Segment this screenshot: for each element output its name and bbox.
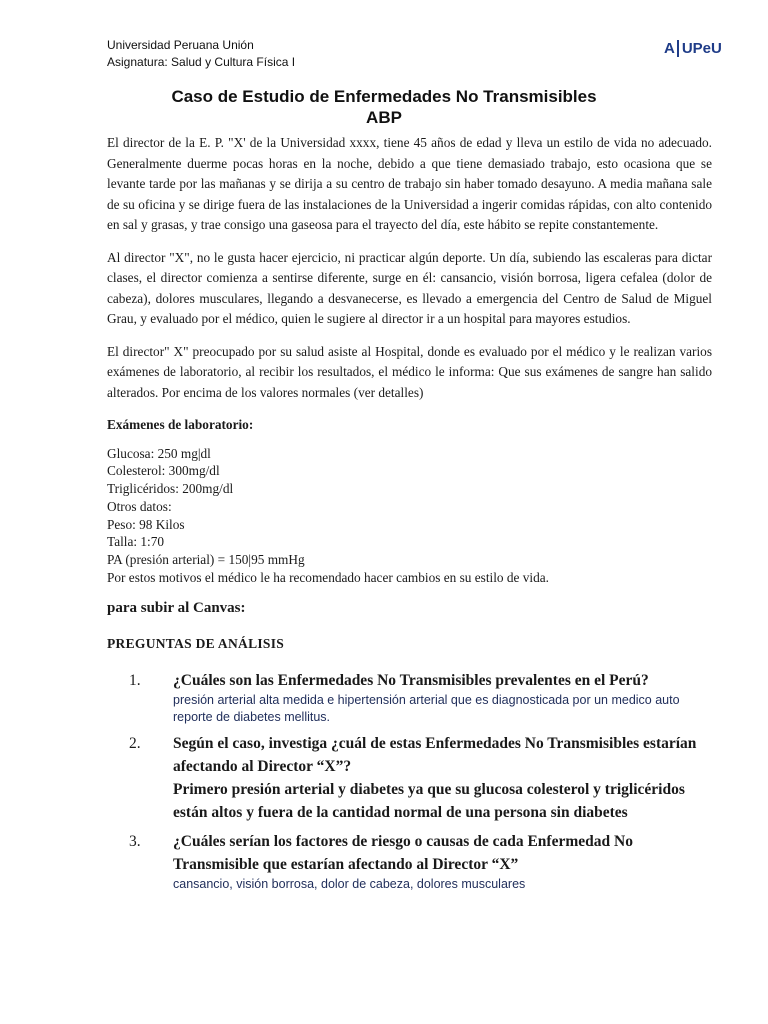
question-number: 1. (129, 671, 141, 689)
question-item (107, 669, 712, 726)
case-paragraph-2: Al director "X", no le gusta hacer ejercicio, ni practicar algún deporte. Un día, subiendo las escaleras para dictar clases, el director comienza a sentirse diferente, surge en él: cansancio, visión borrosa, ligera cefalea (dolor de cabeza), dolores musculares, llegando a desvanecerse, es llevado a emergencia del Centro de Salud de Miguel Grau, y evaluado por el médico, quien le sugiere al director ir a un hospital para mayores estudios. (107, 249, 712, 326)
questions-title: PREGUNTAS DE ANÁLISIS (107, 636, 285, 652)
lab-line: Colesterol: 300mg/dl (107, 463, 220, 479)
lab-line: Otros datos: (107, 498, 172, 514)
question-number: 2. (129, 734, 141, 752)
lab-title: Exámenes de laboratorio: (107, 417, 254, 432)
question-text: Según el caso, investiga ¿cuál de estas Enfermedades No Transmisibles estarían afectando al Director “X”? (173, 734, 697, 775)
lab-line: Peso: 98 Kilos (107, 516, 185, 532)
lab-line: Por estos motivos el médico le ha recomendado hacer cambios en su estilo de vida. (107, 570, 549, 586)
question-body (173, 669, 712, 726)
answer-text: presión arterial alta medida e hipertensión arterial que es diagnosticada por un medico auto reporte de diabetes mellitus. (173, 692, 680, 724)
lab-line: PA (presión arterial) = 150|95 mmHg (107, 552, 305, 568)
answer-text: cansancio, visión borrosa, dolor de cabeza, dolores musculares (173, 876, 526, 891)
title-main: Caso de Estudio de Enfermedades No Transmisibles (171, 87, 597, 106)
canvas-label: para subir al Canvas: (107, 599, 246, 616)
lab-results (107, 445, 712, 587)
subject-name: Asignatura: Salud y Cultura Física I (107, 55, 296, 69)
logo-text: UPeU (677, 40, 722, 57)
lab-line: Triglicéridos: 200mg/dl (107, 481, 234, 497)
document-title (0, 86, 768, 128)
question-item (107, 732, 712, 824)
question-text: ¿Cuáles serían los factores de riesgo o causas de cada Enfermedad No Transmisible que estarían afectando al Director “X” (173, 832, 633, 873)
university-name: Universidad Peruana Unión (107, 38, 254, 52)
document-body (107, 133, 712, 899)
question-item (107, 830, 712, 893)
lab-line: Glucosa: 250 mg|dl (107, 445, 211, 461)
question-body (173, 830, 712, 893)
document-header (107, 37, 295, 71)
answer-text: Primero presión arterial y diabetes ya que su glucosa colesterol y triglicéridos están altos y fuera de la cantidad normal de una persona sin diabetes (173, 780, 685, 821)
case-paragraph-3: El director" X" preocupado por su salud asiste al Hospital, donde es evaluado por el médico y le realizan varios exámenes de laboratorio, al recibir los resultados, el médico le informa: Que sus exámenes de sangre han salido alterados. Por encima de los valores normales (ver detalles) (107, 343, 712, 400)
title-sub: ABP (366, 108, 402, 127)
case-paragraph-1: El director de la E. P. "X' de la Universidad xxxx, tiene 45 años de edad y lleva un estilo de vida no adecuado. Generalmente duerme pocas horas en la noche, debido a que tiene demasiado trabajo, esto ocasiona que se levante tarde por las mañanas y se dirija a su centro de trabajo sin haber tomado desayuno. A media mañana sale de su oficina y se dirige fuera de las instalaciones de la Universidad a ingerir comidas rápidas, con alto contenido en sal y grasas, y trae consigo una gaseosa para el trayecto del día, este hábito se repite constantemente. (107, 135, 712, 232)
lab-line: Talla: 1:70 (107, 534, 165, 550)
question-number: 3. (129, 832, 141, 850)
upeu-logo (664, 40, 722, 57)
question-text: ¿Cuáles son las Enfermedades No Transmisibles prevalentes en el Perú? (173, 671, 649, 689)
logo-mark-icon: A (664, 40, 675, 57)
question-body (173, 732, 712, 824)
